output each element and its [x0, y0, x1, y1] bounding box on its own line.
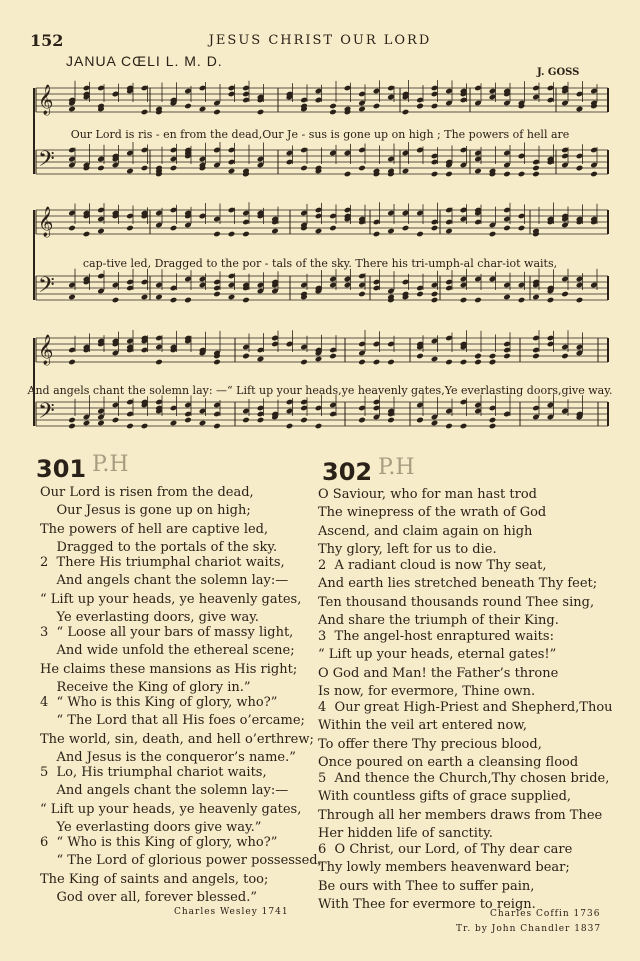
- pencil-annotation-301: P.H: [92, 452, 129, 477]
- staff: [36, 394, 608, 429]
- lyric-line-2: cap-tive led, Dragged to the por - tals of the sky. There his tri-umph-al char-iot waits,: [82, 257, 558, 270]
- hymn-301-stanza-2: 2 There His triumphal chariot waits, And angels chant the solemn lay:— “ Lift up your heads, ye heavenly gates, Ye everlasting doors, give way.: [40, 555, 302, 625]
- hymn-number-301: 301: [36, 455, 87, 483]
- staff: [36, 268, 608, 303]
- staff: [36, 80, 608, 116]
- hymn-302-stanza-2: 2 A radiant cloud is now Thy seat, And earth lies stretched beneath Thy feet; Ten thousand thousands round Thee sing, And share the triumph of their King.: [318, 558, 598, 628]
- staff: [36, 330, 608, 366]
- lyric-line-1: Our Lord is ris - en from the dead,Our Je - sus is gone up on high ; The powers of hell are: [70, 128, 570, 141]
- staff: [36, 142, 608, 177]
- tune-name: JANUA CŒLI L. M. D.: [66, 53, 223, 69]
- hymn-301-stanza-5: 5 Lo, His triumphal chariot waits, And angels chant the solemn lay:— “ Lift up your heads, ye heavenly gates, Ye everlasting doors give way.”: [40, 765, 302, 835]
- hymn-302-credit-translator: Tr. by John Chandler 1837: [456, 924, 602, 934]
- hymn-302-credit-author: Charles Coffin 1736: [490, 909, 601, 919]
- hymn-301-stanza-1: Our Lord is risen from the dead, Our Jesus is gone up on high; The powers of hell are captive led, Dragged to the portals of the sky.: [40, 485, 278, 555]
- hymn-302-stanza-6: 6 O Christ, our Lord, of Thy dear care Thy lowly members heavenward bear; Be ours with Thee to suffer pain, With Thee for evermore to reign.: [318, 842, 573, 912]
- running-title: JESUS CHRIST OUR LORD: [208, 33, 432, 48]
- hymn-301-stanza-6: 6 “ Who is this King of glory, who?” “ The Lord of glorious power possessed, The King of saints and angels, too; God over all, forever blessed.”: [40, 835, 322, 905]
- hymn-301-stanza-4: 4 “ Who is this King of glory, who?” “ The Lord that all His foes o’ercame; The world, sin, death, and hell o’erthrew; And Jesus is the conqueror’s name.”: [40, 695, 314, 765]
- hymn-302-stanza-4: 4 Our great High-Priest and Shepherd,Thou Within the veil art entered now, To offer there Thy precious blood, Once poured on earth a cleansing flood: [318, 700, 613, 770]
- svg-text:𝄢: 𝄢: [38, 273, 55, 303]
- music-score: [0, 0, 640, 470]
- page-number: 152: [30, 31, 64, 50]
- lyric-line-3: And angels chant the solemn lay: —“ Lift up your heads,ye heavenly gates,Ye everlasting doors,give way.: [27, 384, 613, 397]
- svg-text:𝄞: 𝄞: [38, 335, 54, 365]
- svg-text:𝄞: 𝄞: [38, 207, 54, 237]
- svg-text:𝄞: 𝄞: [38, 85, 54, 115]
- pencil-annotation-302: P.H: [378, 455, 415, 480]
- hymn-302-stanza-1: O Saviour, who for man hast trod The winepress of the wrath of God Ascend, and claim again on high Thy glory, left for us to die.: [318, 487, 547, 557]
- hymn-301-stanza-3: 3 “ Loose all your bars of massy light, And wide unfold the ethereal scene; He claims these mansions as His right; Receive the King of glory in.”: [40, 625, 298, 695]
- hymn-number-302: 302: [322, 458, 373, 486]
- hymn-302-stanza-5: 5 And thence the Church,Thy chosen bride, With countless gifts of grace supplied, Through all her members draws from Thee Her hidden life of sanctity.: [318, 771, 610, 841]
- svg-text:𝄢: 𝄢: [38, 399, 55, 429]
- staff: [36, 202, 608, 238]
- hymn-302-stanza-3: 3 The angel-host enraptured waits: “ Lift up your heads, eternal gates!” O God and Man! the Father’s throne Is now, for evermore, Thine own.: [318, 629, 559, 699]
- hymn-301-credit: Charles Wesley 1741: [174, 907, 289, 917]
- svg-text:𝄢: 𝄢: [38, 147, 55, 177]
- composer: J. GOSS: [537, 67, 580, 78]
